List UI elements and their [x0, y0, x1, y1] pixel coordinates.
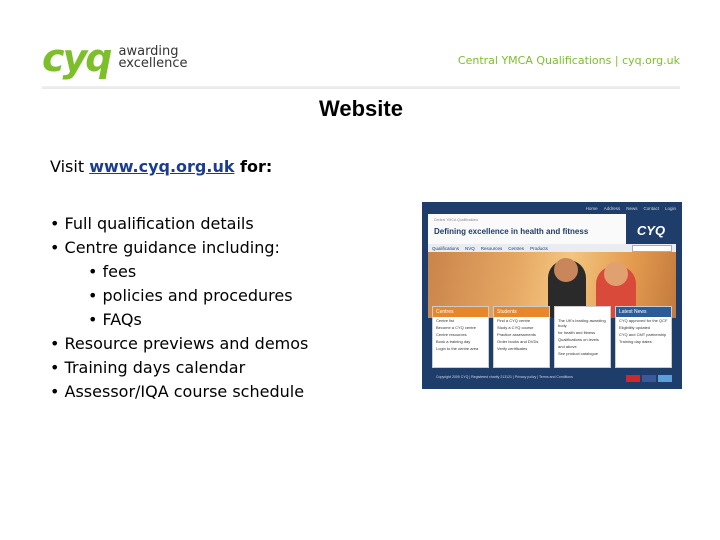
screenshot-banner — [428, 214, 676, 244]
visit-prefix: Visit — [50, 157, 90, 176]
screenshot-top-link: Contact — [643, 205, 659, 211]
screenshot-column-line: Order books and DVDs — [497, 339, 539, 344]
screenshot-column-line: Study a CYQ course — [497, 325, 534, 330]
sub-bullet-item: • FAQs — [88, 310, 142, 329]
screenshot-badge-twitter-icon — [658, 375, 672, 382]
bullet-item: • Centre guidance including: — [50, 238, 280, 257]
screenshot-column — [493, 306, 550, 368]
screenshot-search-box — [632, 245, 672, 252]
screenshot-column — [432, 306, 489, 368]
screenshot-column-line: Eligibility updated — [619, 325, 651, 330]
screenshot-column — [615, 306, 672, 368]
cyq-logo — [42, 38, 188, 78]
screenshot-nav — [428, 244, 676, 252]
bullet-item: • Resource previews and demos — [50, 334, 309, 353]
screenshot-footer-badges — [626, 375, 672, 382]
bullet-item: • Assessor/IQA course schedule — [50, 382, 305, 401]
screenshot-column-line: Centre list — [436, 318, 455, 323]
screenshot-column-title — [555, 307, 610, 317]
screenshot-nav-item: NVQ — [465, 245, 475, 251]
screenshot-footer — [428, 372, 676, 386]
screenshot-column-line: See product catalogue — [558, 351, 599, 356]
screenshot-column-line: and above — [558, 344, 577, 349]
screenshot-nav-item: Resources — [480, 245, 503, 251]
screenshot-column-line: for health and fitness — [558, 330, 596, 335]
screenshot-badge-youtube-icon — [626, 375, 640, 382]
logo-mark: cyq — [42, 36, 111, 80]
screenshot-banner-tag: Central YMCA Qualifications — [434, 218, 479, 222]
screenshot-column-line: Verify certificates — [497, 346, 528, 351]
screenshot-logo: CYQ — [626, 214, 676, 248]
screenshot-column-line: Become a CYQ centre — [436, 325, 477, 330]
screenshot-top-link: Login — [664, 205, 676, 211]
screenshot-column-line: CYQ and CMT partnership — [619, 332, 667, 337]
screenshot-column-line: Book a training day — [436, 339, 471, 344]
screenshot-nav-item: Centres — [508, 245, 525, 251]
sub-bullet-item: • fees — [88, 262, 137, 281]
bullet-list — [50, 212, 308, 404]
screenshot-footer-text: Copyright 2009 CYQ | Registered charity 213121 | Privacy policy | Terms and Conditions — [436, 375, 573, 379]
screenshot-column-line: Training day dates — [619, 339, 652, 344]
website-screenshot — [422, 202, 682, 389]
bullet-item: • Training days calendar — [50, 358, 246, 377]
logo-line-1: awarding — [118, 44, 179, 59]
screenshot-column-title: Latest News — [616, 307, 671, 317]
screenshot-column-title: Students — [494, 307, 549, 317]
visit-suffix: for: — [234, 157, 273, 176]
sub-bullet-item: • policies and procedures — [88, 286, 293, 305]
header-divider — [42, 86, 680, 89]
screenshot-column-line: Qualifications on levels — [558, 337, 599, 342]
screenshot-column-line: CYQ approved for the QCF — [619, 318, 668, 323]
screenshot-headline: Defining excellence in health and fitness — [434, 227, 589, 236]
logo-text — [119, 46, 188, 70]
screenshot-top-links — [422, 202, 682, 214]
photo-person-2-head — [604, 262, 628, 286]
screenshot-column-line: Find a CYQ centre — [497, 318, 531, 323]
visit-line — [50, 157, 272, 176]
screenshot-column-line: Login to the centre area — [436, 346, 479, 351]
screenshot-columns — [428, 306, 676, 368]
slide-title: Website — [319, 96, 403, 121]
screenshot-column-line: The UK's leading awarding body — [558, 318, 606, 328]
screenshot-top-link: Address — [603, 205, 621, 211]
website-link[interactable]: www.cyq.org.uk — [89, 157, 235, 176]
screenshot-badge-facebook-icon — [642, 375, 656, 382]
bullet-item: • Full qualification details — [50, 214, 254, 233]
screenshot-top-link: Home — [585, 205, 598, 211]
screenshot-column-title: Centres — [433, 307, 488, 317]
photo-person-1-head — [554, 258, 578, 282]
screenshot-nav-item: Products — [530, 245, 548, 251]
screenshot-column — [554, 306, 611, 368]
screenshot-column-line: Practice assessments — [497, 332, 536, 337]
logo-line-2: excellence — [118, 56, 188, 71]
screenshot-nav-item: Qualifications — [432, 245, 460, 251]
header-tagline: Central YMCA Qualifications | cyq.org.uk — [457, 54, 680, 67]
screenshot-column-line: Centre resources — [436, 332, 467, 337]
screenshot-top-link: News — [626, 205, 638, 211]
